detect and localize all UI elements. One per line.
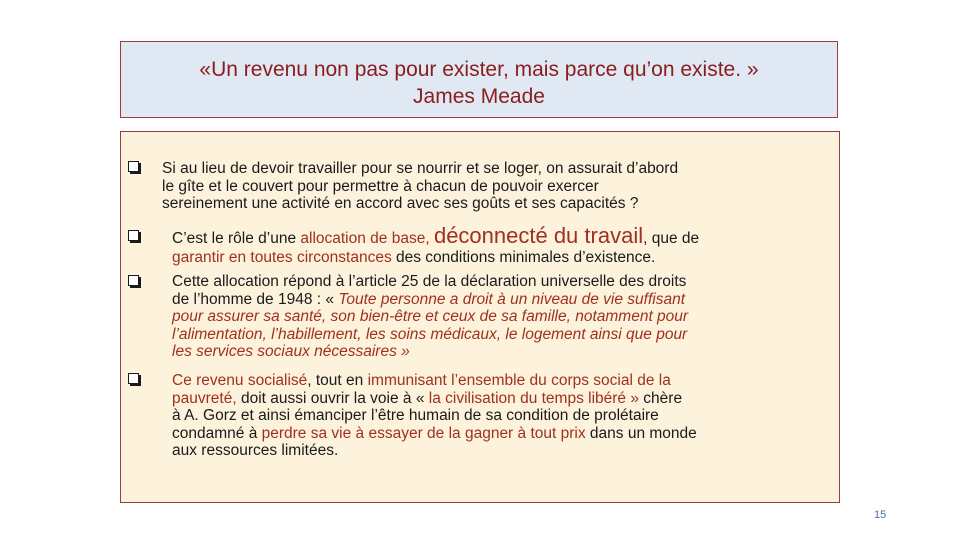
highlight-garantir: garantir en toutes circonstances — [172, 249, 392, 266]
highlight-perdre: perdre sa vie à essayer de la gagner à tout prix — [261, 424, 586, 442]
line: à A. Gorz et ainsi émanciper l’être humain de sa condition de prolétaire — [172, 407, 659, 424]
text: des conditions minimales d’existence. — [391, 249, 656, 266]
bullet-paragraph-3 — [172, 273, 688, 361]
checkbox-bullet-icon — [128, 161, 139, 172]
line: le gîte et le couvert pour permettre à chacun de pouvoir exercer — [162, 177, 599, 195]
bullet-paragraph-4 — [172, 372, 697, 460]
text: condamné à — [172, 424, 262, 442]
line — [172, 372, 697, 390]
line — [172, 249, 699, 267]
text: chère — [638, 389, 683, 407]
text: C’est le rôle d’une — [172, 230, 301, 247]
highlight-deconnecte: déconnecté du travail — [433, 223, 644, 248]
line: Cette allocation répond à l’article 25 de la déclaration universelle des droits — [172, 273, 687, 290]
line: les services sociaux nécessaires » — [172, 343, 410, 360]
highlight-revenu: Ce revenu socialisé — [172, 372, 308, 389]
checkbox-bullet-icon — [128, 275, 139, 286]
text: , tout en — [307, 372, 368, 389]
text: doit aussi ouvrir la voie à « — [236, 389, 429, 407]
highlight-allocation: allocation de base, — [300, 230, 430, 247]
highlight-civilisation: la civilisation du temps libéré » — [428, 389, 639, 407]
quote-box — [120, 41, 838, 118]
highlight-pauvrete: pauvreté, — [172, 389, 237, 407]
bullet-paragraph-2 — [172, 223, 700, 267]
line: l’alimentation, l’habillement, les soins médicaux, le logement ainsi que pour — [172, 325, 688, 343]
quote-author: James Meade — [413, 85, 545, 108]
line — [172, 425, 697, 443]
line — [172, 291, 688, 309]
text: de l’homme de 1948 : « — [172, 290, 339, 308]
bullet-paragraph-1 — [162, 160, 678, 213]
text: dans un monde — [585, 424, 697, 442]
line: Si au lieu de devoir travailler pour se nourrir et se loger, on assurait d’abord — [162, 160, 679, 177]
line: sereinement une activité en accord avec ses goûts et ses capacités ? — [162, 195, 639, 212]
checkbox-bullet-icon — [128, 373, 139, 384]
line — [172, 223, 700, 249]
text: , que de — [643, 230, 700, 247]
highlight-quote: Toute personne a droit à un niveau de vie suffisant — [338, 290, 686, 308]
highlight-immunisant: immunisant l’ensemble du corps social de la — [367, 372, 671, 389]
line: aux ressources limitées. — [172, 442, 339, 459]
quote-text: «Un revenu non pas pour exister, mais parce qu’on existe. » — [199, 58, 759, 81]
page-number: 15 — [874, 509, 887, 521]
line: pour assurer sa santé, son bien-être et ceux de sa famille, notamment pour — [172, 308, 689, 325]
checkbox-bullet-icon — [128, 230, 139, 241]
line — [172, 390, 697, 408]
